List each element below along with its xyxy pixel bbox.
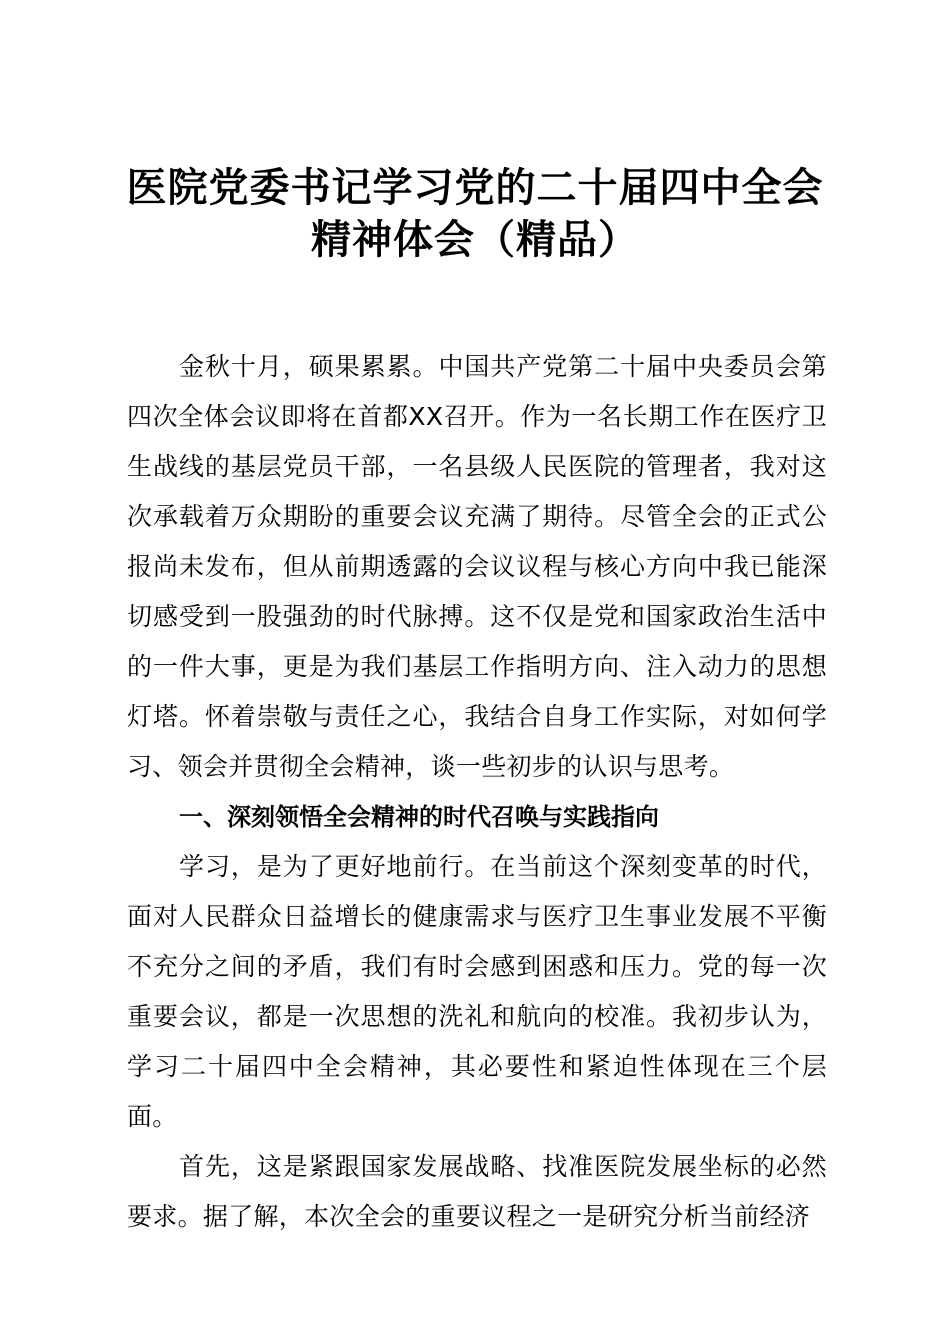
document-title: 医院党委书记学习党的二十届四中全会精神体会（精品） bbox=[126, 165, 824, 263]
paragraph-learning: 学习，是为了更好地前行。在当前这个深刻变革的时代，面对人民群众日益增长的健康需求与医疗卫生事业发展不平衡不充分之间的矛盾，我们有时会感到困惑和压力。党的每一次重要会议，都是一次思想的洗礼和航向的校准。我初步认为，学习二十届四中全会精神，其必要性和紧迫性体现在三个层面。 bbox=[127, 852, 827, 1131]
document-body bbox=[127, 342, 827, 1242]
paragraph-intro: 金秋十月，硕果累累。中国共产党第二十届中央委员会第四次全体会议即将在首都XX召开。作为一名长期工作在医疗卫生战线的基层党员干部，一名县级人民医院的管理者，我对这次承载着万众期盼的重要会议充满了期待。尽管全会的正式公报尚未发布，但从前期透露的会议议程与核心方向中我已能深切感受到一股强劲的时代脉搏。这不仅是党和国家政治生活中的一件大事，更是为我们基层工作指明方向、注入动力的思想灯塔。怀着崇敬与责任之心，我结合自身工作实际，对如何学习、领会并贯彻全会精神，谈一些初步的认识与思考。 bbox=[127, 352, 827, 781]
section-heading-1: 一、深刻领悟全会精神的时代召唤与实践指向 bbox=[179, 803, 659, 831]
paragraph-first: 首先，这是紧跟国家发展战略、找准医院发展坐标的必然要求。据了解，本次全会的重要议程之一是研究分析当前经济 bbox=[127, 1152, 827, 1231]
